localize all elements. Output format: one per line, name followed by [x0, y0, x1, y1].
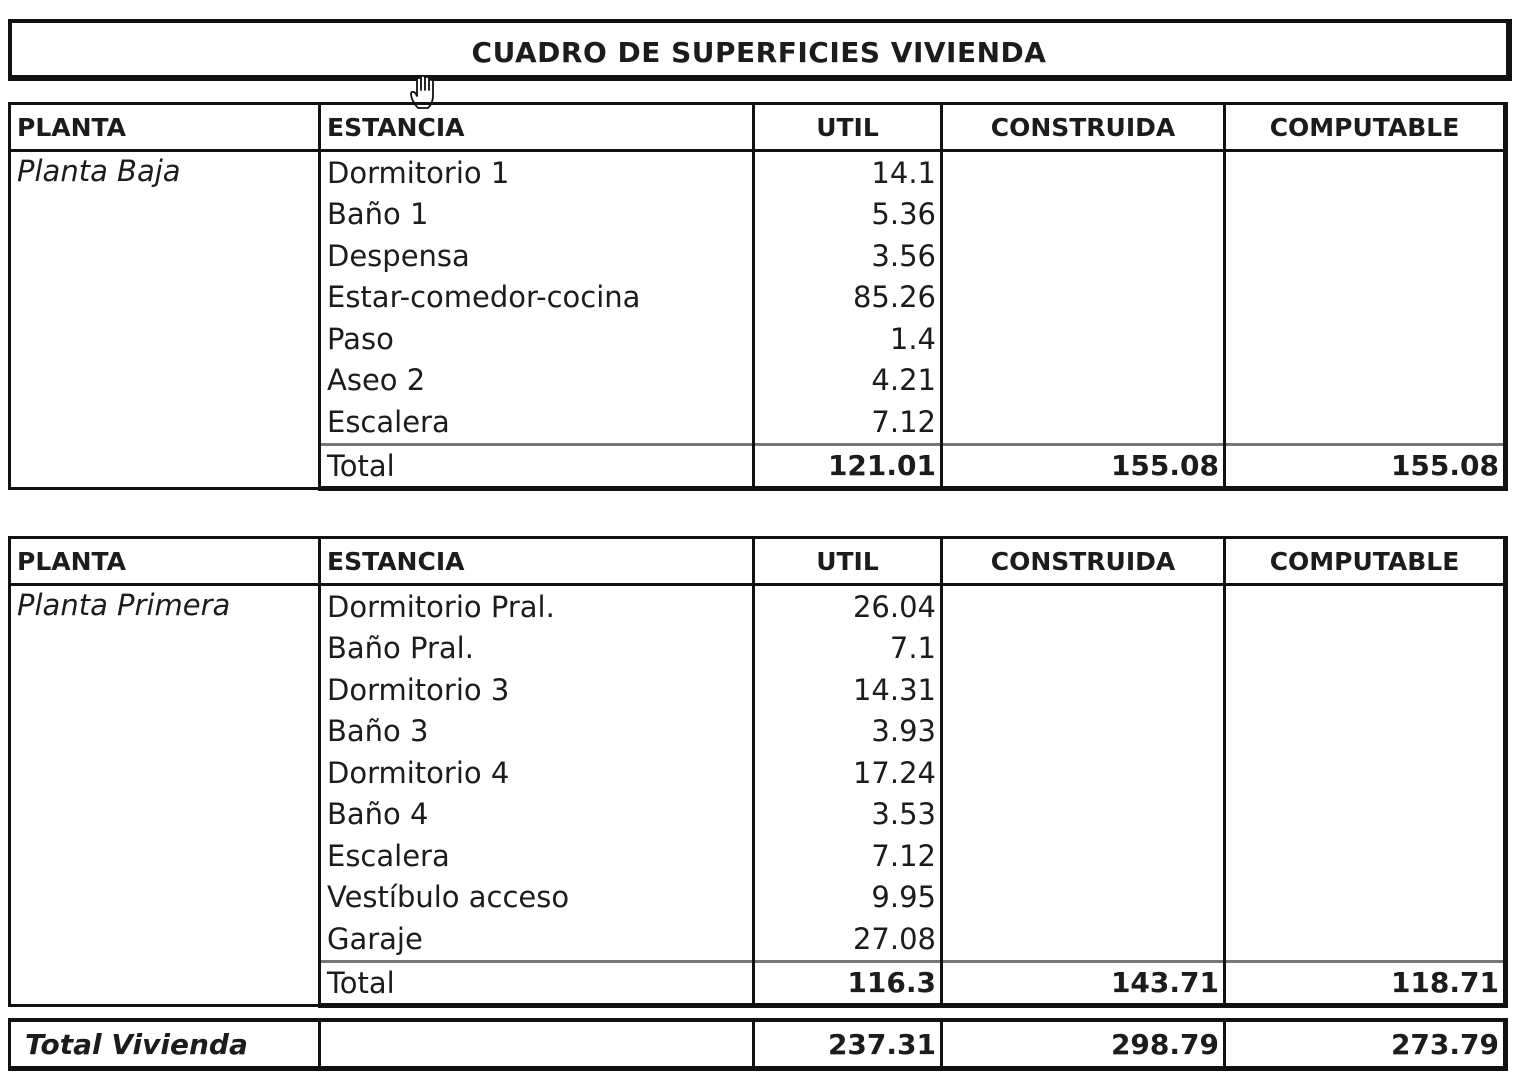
construida-cell [942, 318, 1225, 360]
construida-cell [942, 918, 1225, 961]
computable-cell [1225, 318, 1506, 360]
header-util: UTIL [754, 104, 942, 151]
header-estancia: ESTANCIA [320, 104, 754, 151]
table-title [8, 19, 1512, 81]
construida-cell [942, 151, 1225, 194]
planta-primera-table [8, 536, 1508, 1008]
estancia-cell: Dormitorio 4 [320, 752, 754, 794]
computable-cell [1225, 877, 1506, 919]
total-label: Total [320, 444, 754, 488]
header-computable: COMPUTABLE [1225, 104, 1506, 151]
computable-cell [1225, 585, 1506, 628]
construida-cell [942, 194, 1225, 236]
header-row [10, 104, 1506, 151]
construida-cell [942, 277, 1225, 319]
estancia-cell: Baño Pral. [320, 628, 754, 670]
util-cell: 5.36 [754, 194, 942, 236]
construida-cell [942, 835, 1225, 877]
computable-cell [1225, 918, 1506, 961]
computable-cell [1225, 235, 1506, 277]
util-cell: 26.04 [754, 585, 942, 628]
estancia-cell: Escalera [320, 401, 754, 444]
header-construida: CONSTRUIDA [942, 538, 1225, 585]
estancia-cell: Dormitorio 3 [320, 669, 754, 711]
estancia-cell: Despensa [320, 235, 754, 277]
construida-cell [942, 794, 1225, 836]
total-vivienda-label: Total Vivienda [10, 1020, 320, 1069]
util-cell: 14.1 [754, 151, 942, 194]
util-cell: 85.26 [754, 277, 942, 319]
computable-cell [1225, 794, 1506, 836]
construida-cell [942, 669, 1225, 711]
header-planta: PLANTA [10, 538, 320, 585]
total-util: 116.3 [754, 961, 942, 1005]
header-planta: PLANTA [10, 104, 320, 151]
total-util: 121.01 [754, 444, 942, 488]
util-cell: 27.08 [754, 918, 942, 961]
computable-cell [1225, 277, 1506, 319]
construida-cell [942, 877, 1225, 919]
computable-cell [1225, 401, 1506, 444]
construida-cell [942, 628, 1225, 670]
total-vivienda-table [8, 1018, 1508, 1071]
estancia-cell: Baño 4 [320, 794, 754, 836]
estancia-cell: Escalera [320, 835, 754, 877]
header-computable: COMPUTABLE [1225, 538, 1506, 585]
util-cell: 17.24 [754, 752, 942, 794]
header-util: UTIL [754, 538, 942, 585]
construida-cell [942, 752, 1225, 794]
util-cell: 3.56 [754, 235, 942, 277]
total-computable: 118.71 [1225, 961, 1506, 1005]
total-vivienda-construida: 298.79 [942, 1020, 1225, 1069]
computable-cell [1225, 669, 1506, 711]
util-cell: 9.95 [754, 877, 942, 919]
estancia-cell: Vestíbulo acceso [320, 877, 754, 919]
total-vivienda-row [10, 1020, 1506, 1069]
estancia-cell: Garaje [320, 918, 754, 961]
util-cell: 4.21 [754, 360, 942, 402]
total-vivienda-computable: 273.79 [1225, 1020, 1506, 1069]
computable-cell [1225, 752, 1506, 794]
header-estancia: ESTANCIA [320, 538, 754, 585]
table-row [10, 585, 1506, 628]
util-cell: 7.1 [754, 628, 942, 670]
estancia-cell: Baño 1 [320, 194, 754, 236]
table-row [10, 151, 1506, 194]
util-cell: 7.12 [754, 401, 942, 444]
title-text: CUADRO DE SUPERFICIES VIVIENDA [471, 36, 1047, 69]
planta-cell: Planta Primera [10, 585, 320, 1006]
util-cell: 14.31 [754, 669, 942, 711]
computable-cell [1225, 711, 1506, 753]
util-cell: 7.12 [754, 835, 942, 877]
computable-cell [1225, 360, 1506, 402]
construida-cell [942, 360, 1225, 402]
total-construida: 155.08 [942, 444, 1225, 488]
construida-cell [942, 401, 1225, 444]
util-cell: 3.53 [754, 794, 942, 836]
estancia-cell: Dormitorio 1 [320, 151, 754, 194]
total-vivienda-estancia-cell [320, 1020, 754, 1069]
total-construida: 143.71 [942, 961, 1225, 1005]
construida-cell [942, 235, 1225, 277]
estancia-cell: Estar-comedor-cocina [320, 277, 754, 319]
planta-baja-table [8, 102, 1508, 491]
planta-cell: Planta Baja [10, 151, 320, 489]
estancia-cell: Dormitorio Pral. [320, 585, 754, 628]
computable-cell [1225, 194, 1506, 236]
header-row [10, 538, 1506, 585]
computable-cell [1225, 628, 1506, 670]
estancia-cell: Aseo 2 [320, 360, 754, 402]
util-cell: 1.4 [754, 318, 942, 360]
header-construida: CONSTRUIDA [942, 104, 1225, 151]
computable-cell [1225, 835, 1506, 877]
estancia-cell: Paso [320, 318, 754, 360]
total-computable: 155.08 [1225, 444, 1506, 488]
total-vivienda-util: 237.31 [754, 1020, 942, 1069]
computable-cell [1225, 151, 1506, 194]
construida-cell [942, 585, 1225, 628]
construida-cell [942, 711, 1225, 753]
estancia-cell: Baño 3 [320, 711, 754, 753]
total-label: Total [320, 961, 754, 1005]
util-cell: 3.93 [754, 711, 942, 753]
